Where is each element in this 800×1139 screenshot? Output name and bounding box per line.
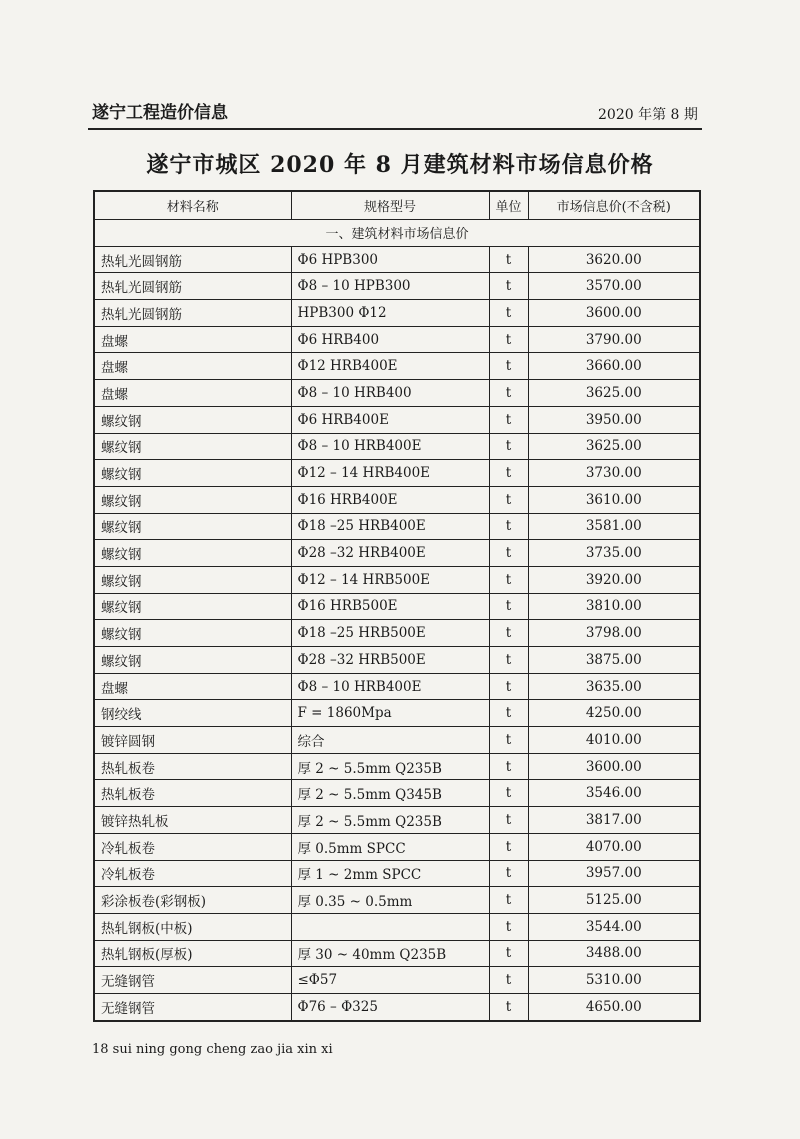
spec-cell: Φ12 HRB400E bbox=[291, 353, 489, 380]
spec-cell bbox=[291, 913, 489, 940]
unit-cell: t bbox=[489, 967, 528, 994]
table-row bbox=[94, 993, 700, 1020]
table-row bbox=[94, 433, 700, 460]
material-name-cell: 热轧板卷 bbox=[94, 780, 291, 807]
spec-cell: Φ12 – 14 HRB500E bbox=[291, 566, 489, 593]
price-cell: 3570.00 bbox=[528, 273, 700, 300]
column-header-spec: 规格型号 bbox=[291, 191, 489, 220]
table-row bbox=[94, 673, 700, 700]
material-name-cell: 冷轧板卷 bbox=[94, 833, 291, 860]
table-row bbox=[94, 753, 700, 780]
price-cell: 3488.00 bbox=[528, 940, 700, 967]
price-cell: 5125.00 bbox=[528, 887, 700, 914]
table-row bbox=[94, 326, 700, 353]
material-name-cell: 无缝钢管 bbox=[94, 967, 291, 994]
table-row bbox=[94, 727, 700, 754]
spec-cell: Φ12 – 14 HRB400E bbox=[291, 460, 489, 487]
price-cell: 4650.00 bbox=[528, 993, 700, 1020]
unit-cell: t bbox=[489, 540, 528, 567]
table-row bbox=[94, 566, 700, 593]
unit-cell: t bbox=[489, 513, 528, 540]
spec-cell: ≤Φ57 bbox=[291, 967, 489, 994]
table-header-row bbox=[94, 191, 700, 220]
spec-cell: 厚 1 ~ 2mm SPCC bbox=[291, 860, 489, 887]
price-cell: 3817.00 bbox=[528, 807, 700, 834]
material-name-cell: 盘螺 bbox=[94, 673, 291, 700]
unit-cell: t bbox=[489, 486, 528, 513]
unit-cell: t bbox=[489, 700, 528, 727]
material-name-cell: 热轧光圆钢筋 bbox=[94, 300, 291, 327]
material-name-cell: 无缝钢管 bbox=[94, 993, 291, 1020]
material-name-cell: 镀锌圆钢 bbox=[94, 727, 291, 754]
unit-cell: t bbox=[489, 727, 528, 754]
table-row bbox=[94, 246, 700, 273]
spec-cell: Φ8 – 10 HRB400 bbox=[291, 380, 489, 407]
material-name-cell: 热轧钢板(中板) bbox=[94, 913, 291, 940]
price-cell: 3546.00 bbox=[528, 780, 700, 807]
price-cell: 3798.00 bbox=[528, 620, 700, 647]
material-name-cell: 钢绞线 bbox=[94, 700, 291, 727]
price-cell: 3730.00 bbox=[528, 460, 700, 487]
table-row bbox=[94, 273, 700, 300]
table-row bbox=[94, 540, 700, 567]
material-name-cell: 螺纹钢 bbox=[94, 486, 291, 513]
unit-cell: t bbox=[489, 353, 528, 380]
spec-cell: Φ8 – 10 HRB400E bbox=[291, 433, 489, 460]
unit-cell: t bbox=[489, 326, 528, 353]
price-cell: 3950.00 bbox=[528, 406, 700, 433]
spec-cell: Φ6 HRB400E bbox=[291, 406, 489, 433]
page-title: 遂宁市城区 2020 年 8 月建筑材料市场信息价格 bbox=[146, 152, 654, 178]
unit-cell: t bbox=[489, 860, 528, 887]
price-cell: 3625.00 bbox=[528, 380, 700, 407]
spec-cell: 厚 0.35 ~ 0.5mm bbox=[291, 887, 489, 914]
section-label: 一、建筑材料市场信息价 bbox=[94, 220, 700, 247]
unit-cell: t bbox=[489, 433, 528, 460]
table-row bbox=[94, 593, 700, 620]
price-cell: 3544.00 bbox=[528, 913, 700, 940]
material-name-cell: 螺纹钢 bbox=[94, 647, 291, 674]
material-name-cell: 镀锌热轧板 bbox=[94, 807, 291, 834]
price-cell: 5310.00 bbox=[528, 967, 700, 994]
table-row bbox=[94, 833, 700, 860]
table-row bbox=[94, 353, 700, 380]
spec-cell: 综合 bbox=[291, 727, 489, 754]
table-row bbox=[94, 406, 700, 433]
spec-cell: Φ6 HPB300 bbox=[291, 246, 489, 273]
publication-name: 遂宁工程造价信息 bbox=[92, 103, 228, 123]
material-name-cell: 盘螺 bbox=[94, 380, 291, 407]
unit-cell: t bbox=[489, 620, 528, 647]
price-cell: 3635.00 bbox=[528, 673, 700, 700]
price-cell: 3735.00 bbox=[528, 540, 700, 567]
table-row bbox=[94, 513, 700, 540]
spec-cell: Φ16 HRB400E bbox=[291, 486, 489, 513]
unit-cell: t bbox=[489, 380, 528, 407]
unit-cell: t bbox=[489, 993, 528, 1020]
unit-cell: t bbox=[489, 647, 528, 674]
unit-cell: t bbox=[489, 833, 528, 860]
unit-cell: t bbox=[489, 300, 528, 327]
price-cell: 3810.00 bbox=[528, 593, 700, 620]
table-row bbox=[94, 967, 700, 994]
material-name-cell: 螺纹钢 bbox=[94, 566, 291, 593]
table-row bbox=[94, 700, 700, 727]
spec-cell: 厚 2 ~ 5.5mm Q345B bbox=[291, 780, 489, 807]
table-row bbox=[94, 860, 700, 887]
material-name-cell: 热轧光圆钢筋 bbox=[94, 273, 291, 300]
material-name-cell: 盘螺 bbox=[94, 353, 291, 380]
column-header-name: 材料名称 bbox=[94, 191, 291, 220]
table-row bbox=[94, 300, 700, 327]
column-header-price: 市场信息价(不含税) bbox=[528, 191, 700, 220]
price-cell: 3600.00 bbox=[528, 753, 700, 780]
unit-cell: t bbox=[489, 940, 528, 967]
price-cell: 4250.00 bbox=[528, 700, 700, 727]
material-name-cell: 热轧板卷 bbox=[94, 753, 291, 780]
table-row bbox=[94, 940, 700, 967]
material-name-cell: 螺纹钢 bbox=[94, 540, 291, 567]
material-name-cell: 盘螺 bbox=[94, 326, 291, 353]
footer-page-line: 18 sui ning gong cheng zao jia xin xi bbox=[92, 1042, 333, 1057]
price-cell: 3620.00 bbox=[528, 246, 700, 273]
price-cell: 3600.00 bbox=[528, 300, 700, 327]
spec-cell: Φ18 –25 HRB400E bbox=[291, 513, 489, 540]
table-row bbox=[94, 460, 700, 487]
spec-cell: Φ6 HRB400 bbox=[291, 326, 489, 353]
table-row bbox=[94, 913, 700, 940]
table-row bbox=[94, 807, 700, 834]
price-cell: 3660.00 bbox=[528, 353, 700, 380]
material-name-cell: 螺纹钢 bbox=[94, 460, 291, 487]
unit-cell: t bbox=[489, 406, 528, 433]
price-cell: 3957.00 bbox=[528, 860, 700, 887]
unit-cell: t bbox=[489, 673, 528, 700]
table-row bbox=[94, 380, 700, 407]
table-row bbox=[94, 620, 700, 647]
table-row bbox=[94, 887, 700, 914]
spec-cell: HPB300 Φ12 bbox=[291, 300, 489, 327]
price-cell: 4070.00 bbox=[528, 833, 700, 860]
header-divider bbox=[88, 128, 702, 130]
spec-cell: Φ8 – 10 HPB300 bbox=[291, 273, 489, 300]
material-name-cell: 冷轧板卷 bbox=[94, 860, 291, 887]
unit-cell: t bbox=[489, 807, 528, 834]
spec-cell: 厚 0.5mm SPCC bbox=[291, 833, 489, 860]
spec-cell: 厚 2 ~ 5.5mm Q235B bbox=[291, 807, 489, 834]
material-name-cell: 热轧光圆钢筋 bbox=[94, 246, 291, 273]
price-cell: 3610.00 bbox=[528, 486, 700, 513]
price-cell: 3581.00 bbox=[528, 513, 700, 540]
price-cell: 3875.00 bbox=[528, 647, 700, 674]
spec-cell: Φ76 – Φ325 bbox=[291, 993, 489, 1020]
spec-cell: Φ8 – 10 HRB400E bbox=[291, 673, 489, 700]
unit-cell: t bbox=[489, 753, 528, 780]
unit-cell: t bbox=[489, 273, 528, 300]
unit-cell: t bbox=[489, 780, 528, 807]
issue-number: 2020 年第 8 期 bbox=[598, 107, 698, 123]
material-name-cell: 彩涂板卷(彩钢板) bbox=[94, 887, 291, 914]
section-row bbox=[94, 220, 700, 247]
spec-cell: Φ28 –32 HRB500E bbox=[291, 647, 489, 674]
table-row bbox=[94, 486, 700, 513]
spec-cell: Φ18 –25 HRB500E bbox=[291, 620, 489, 647]
price-cell: 3920.00 bbox=[528, 566, 700, 593]
material-name-cell: 螺纹钢 bbox=[94, 433, 291, 460]
material-name-cell: 热轧钢板(厚板) bbox=[94, 940, 291, 967]
table-row bbox=[94, 780, 700, 807]
unit-cell: t bbox=[489, 887, 528, 914]
price-cell: 4010.00 bbox=[528, 727, 700, 754]
unit-cell: t bbox=[489, 913, 528, 940]
spec-cell: 厚 2 ~ 5.5mm Q235B bbox=[291, 753, 489, 780]
column-header-unit: 单位 bbox=[489, 191, 528, 220]
material-name-cell: 螺纹钢 bbox=[94, 593, 291, 620]
price-cell: 3790.00 bbox=[528, 326, 700, 353]
price-table bbox=[93, 190, 701, 1022]
spec-cell: 厚 30 ~ 40mm Q235B bbox=[291, 940, 489, 967]
material-name-cell: 螺纹钢 bbox=[94, 406, 291, 433]
price-cell: 3625.00 bbox=[528, 433, 700, 460]
spec-cell: F = 1860Mpa bbox=[291, 700, 489, 727]
material-name-cell: 螺纹钢 bbox=[94, 513, 291, 540]
unit-cell: t bbox=[489, 593, 528, 620]
spec-cell: Φ16 HRB500E bbox=[291, 593, 489, 620]
unit-cell: t bbox=[489, 460, 528, 487]
material-name-cell: 螺纹钢 bbox=[94, 620, 291, 647]
unit-cell: t bbox=[489, 566, 528, 593]
spec-cell: Φ28 –32 HRB400E bbox=[291, 540, 489, 567]
unit-cell: t bbox=[489, 246, 528, 273]
table-row bbox=[94, 647, 700, 674]
